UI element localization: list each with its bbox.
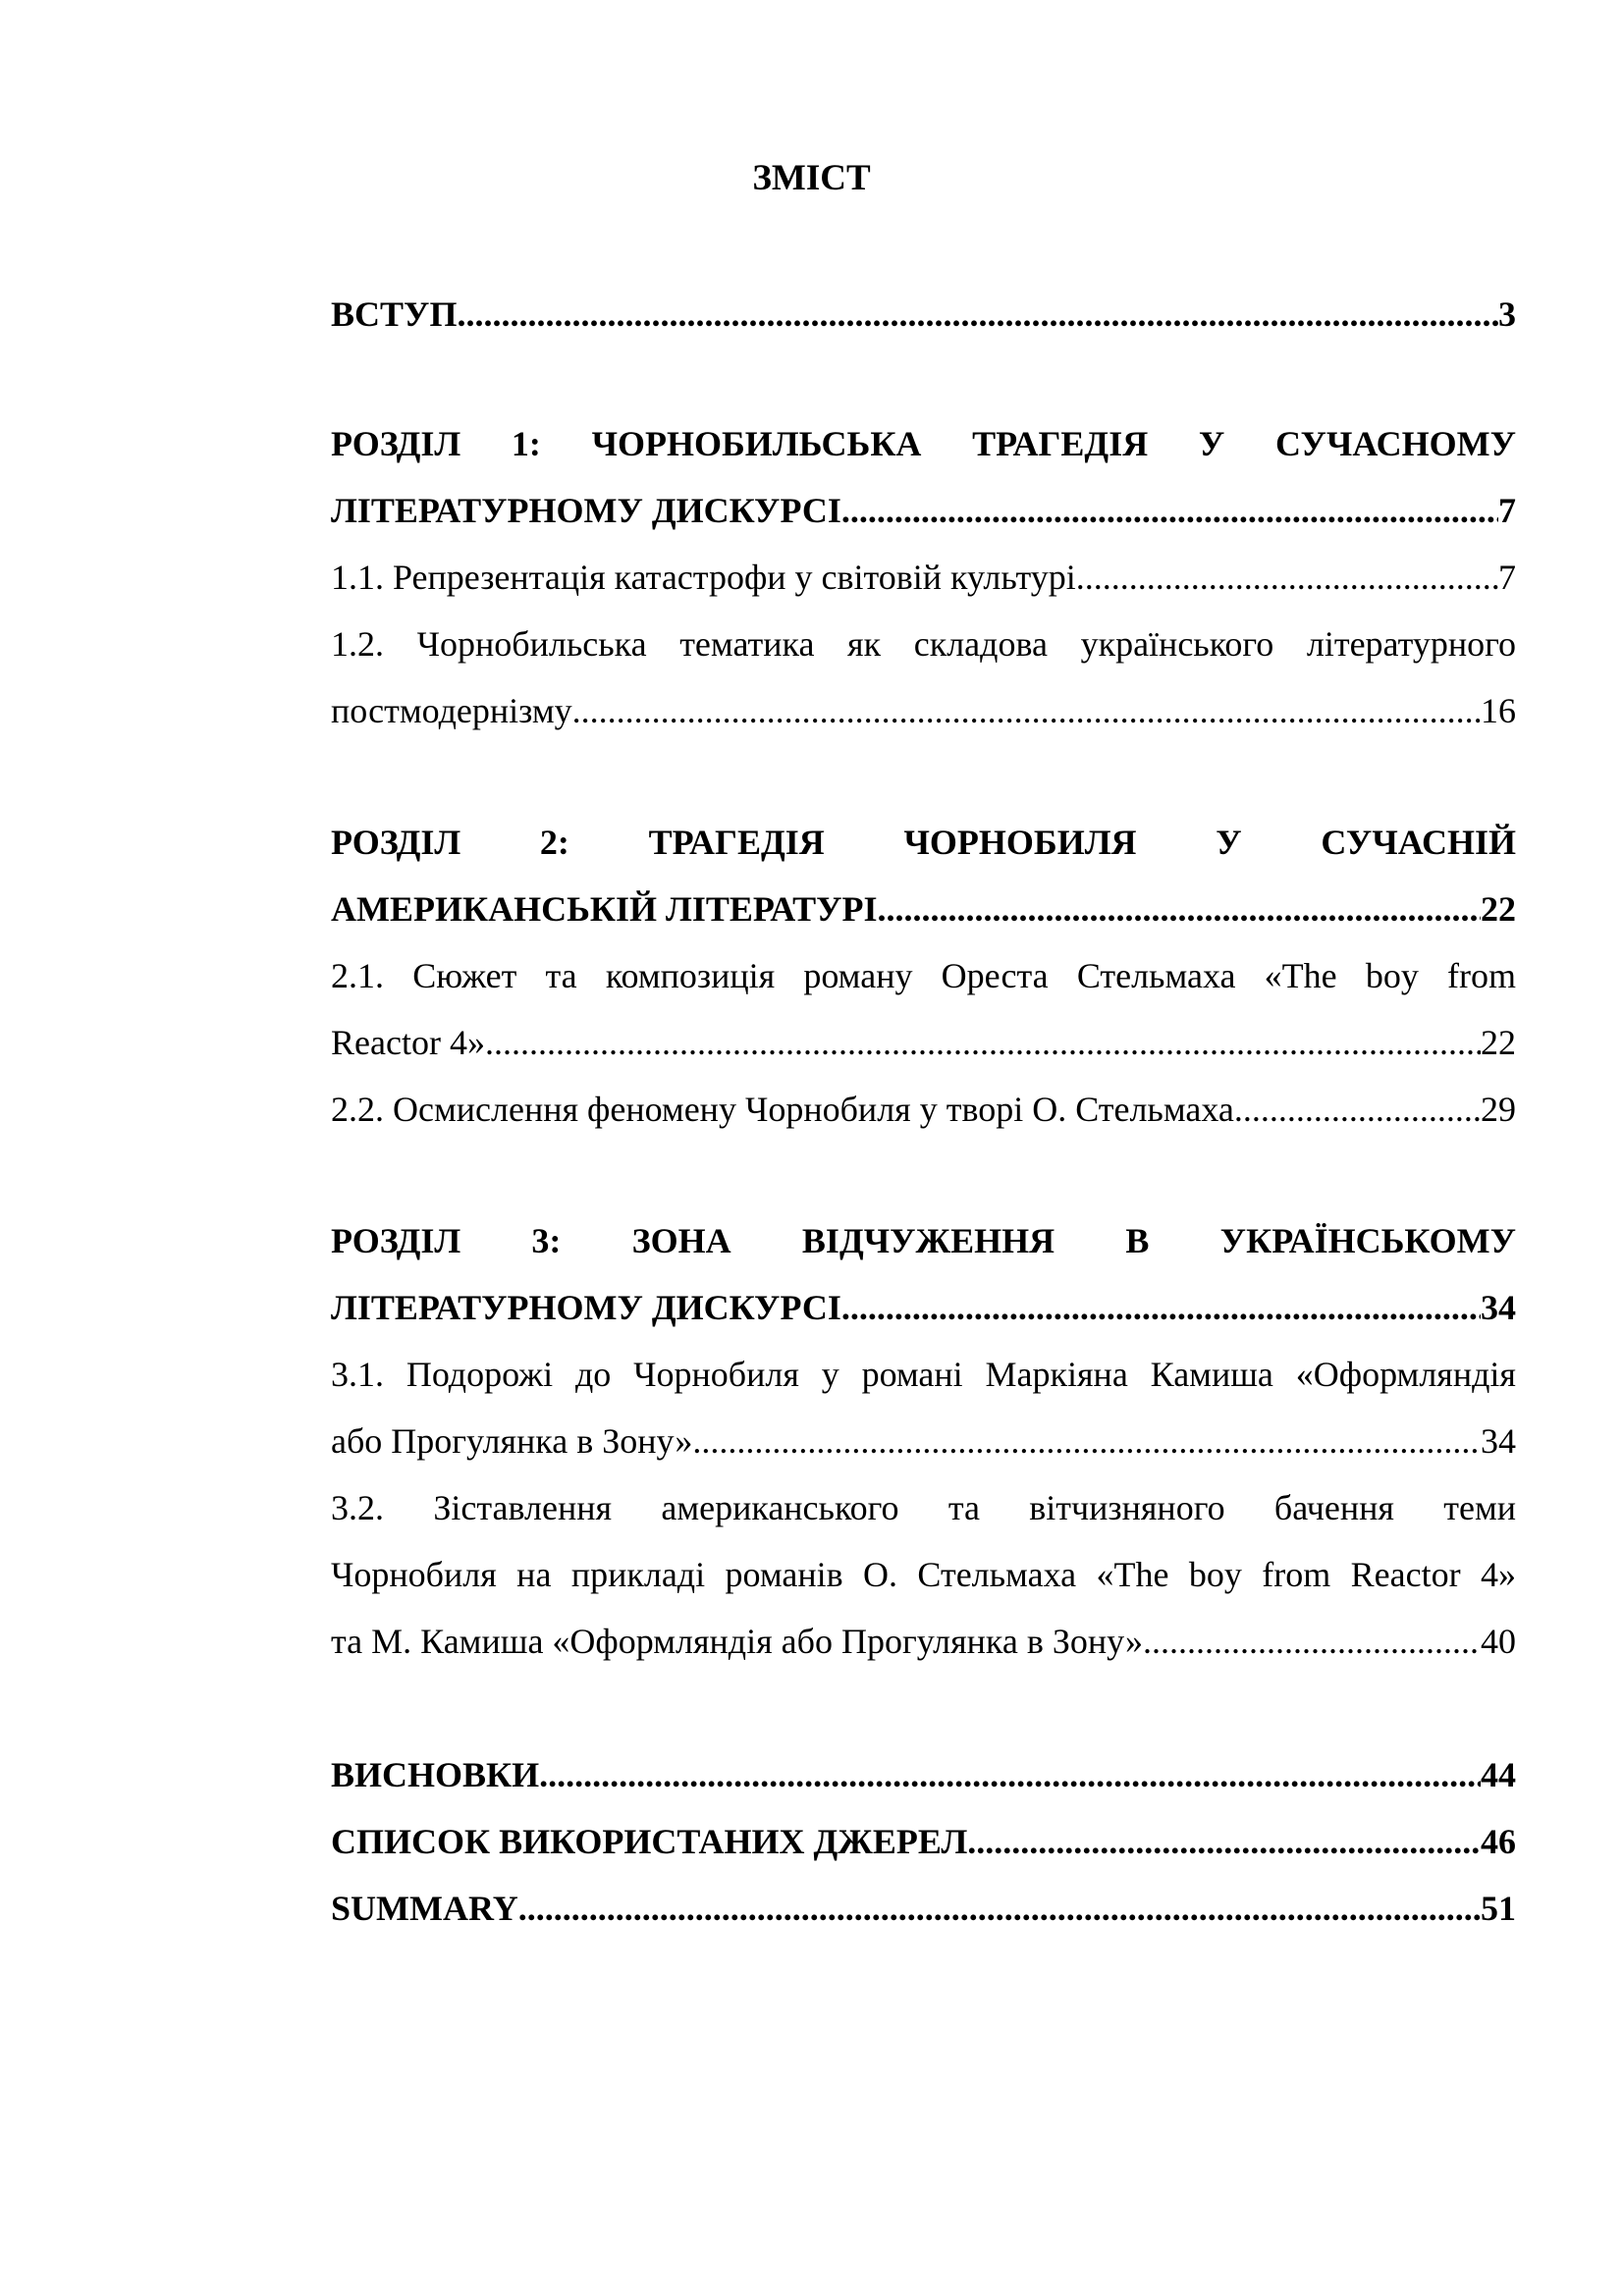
dot-leader <box>539 1741 1481 1808</box>
toc-page-number: 7 <box>1498 491 1516 530</box>
toc-page-number: 40 <box>1481 1622 1516 1661</box>
toc-heading-line: РОЗДІЛ 2: ТРАГЕДІЯ ЧОРНОБИЛЯ У СУЧАСНІЙ <box>331 823 1516 862</box>
toc-label: SUMMARY <box>331 1889 518 1928</box>
toc-page-number: 34 <box>1481 1421 1516 1461</box>
toc-page-number: 51 <box>1481 1889 1516 1928</box>
toc-subsection-3-2-line[interactable]: Чорнобиля на прикладі романів О. Стельмаха «The boy from Reactor 4» <box>331 1555 1516 1594</box>
toc-label: Reactor 4» <box>331 1023 485 1062</box>
toc-subsection-2-2[interactable] <box>331 1076 1516 1143</box>
toc-heading-line: РОЗДІЛ 1: ЧОРНОБИЛЬСЬКА ТРАГЕДІЯ У СУЧАСНОМУ <box>331 424 1516 463</box>
toc-label: та М. Камиша «Оформляндія або Прогулянка в Зону» <box>331 1622 1144 1661</box>
dot-leader <box>1234 1076 1481 1143</box>
dot-leader <box>692 1408 1481 1474</box>
page-title: ЗМІСТ <box>752 158 871 198</box>
toc-page-number: 7 <box>1498 558 1516 597</box>
toc-section-1[interactable] <box>331 410 1516 744</box>
toc-subsection-1-2[interactable] <box>331 677 1516 744</box>
toc-label: 1.1. Репрезентація катастрофи у світовій культурі <box>331 558 1076 597</box>
dot-leader <box>572 677 1481 744</box>
dot-leader <box>1076 544 1498 611</box>
toc-subsection-3-2-line[interactable]: 3.2. Зіставлення американського та вітчизняного бачення теми <box>331 1488 1516 1527</box>
dot-leader <box>457 281 1498 347</box>
dot-leader <box>841 477 1498 544</box>
toc-section-3[interactable] <box>331 1207 1516 1675</box>
dot-leader <box>485 1009 1481 1076</box>
toc-label: ЛІТЕРАТУРНОМУ ДИСКУРСІ <box>331 491 841 530</box>
toc-label: АМЕРИКАНСЬКІЙ ЛІТЕРАТУРІ <box>331 889 878 929</box>
dot-leader <box>518 1875 1481 1942</box>
toc-entry-summary[interactable] <box>331 1875 1516 1942</box>
toc-page-number: 22 <box>1481 889 1516 929</box>
toc-label: ЛІТЕРАТУРНОМУ ДИСКУРСІ <box>331 1288 841 1327</box>
toc-label: ВИСНОВКИ <box>331 1755 540 1794</box>
toc-heading-line: РОЗДІЛ 3: ЗОНА ВІДЧУЖЕННЯ В УКРАЇНСЬКОМУ <box>331 1221 1516 1260</box>
toc-subsection-3-1[interactable] <box>331 1408 1516 1474</box>
toc-entry-conclusions[interactable] <box>331 1741 1516 1808</box>
toc-label: постмодернізму <box>331 691 572 730</box>
dot-leader <box>878 876 1481 942</box>
toc-page-number: 46 <box>1481 1822 1516 1861</box>
toc-label: СПИСОК ВИКОРИСТАНИХ ДЖЕРЕЛ <box>331 1822 968 1861</box>
dot-leader <box>1143 1608 1481 1675</box>
toc-page-number: 16 <box>1481 691 1516 730</box>
toc-subsection-2-1[interactable] <box>331 1009 1516 1076</box>
toc-entry-intro[interactable] <box>331 281 1516 347</box>
toc-page-number: 44 <box>1481 1755 1516 1794</box>
dot-leader <box>841 1274 1481 1341</box>
toc-subsection-1-2-line[interactable]: 1.2. Чорнобильська тематика як складова українського літературного <box>331 624 1516 664</box>
toc-subsection-3-1-line[interactable]: 3.1. Подорожі до Чорнобиля у романі Маркіяна Камиша «Оформляндія <box>331 1355 1516 1394</box>
toc-subsection-3-2[interactable] <box>331 1608 1516 1675</box>
toc-label: або Прогулянка в Зону» <box>331 1421 693 1461</box>
toc-page-number: 34 <box>1481 1288 1516 1327</box>
toc-page-number: 3 <box>1498 294 1516 334</box>
toc-subsection-2-1-line[interactable]: 2.1. Сюжет та композиція роману Ореста Стельмаха «The boy from <box>331 956 1516 995</box>
toc-page-number: 29 <box>1481 1090 1516 1129</box>
dot-leader <box>967 1808 1481 1875</box>
toc-page-number: 22 <box>1481 1023 1516 1062</box>
toc-entry-sources[interactable] <box>331 1808 1516 1875</box>
toc-final-entries <box>331 1741 1516 1942</box>
toc-subsection-1-1[interactable] <box>331 544 1516 611</box>
toc-label: 2.2. Осмислення феномену Чорнобиля у творі О. Стельмаха <box>331 1090 1234 1129</box>
toc-section-2[interactable] <box>331 809 1516 1143</box>
toc-label: ВСТУП <box>331 294 458 334</box>
